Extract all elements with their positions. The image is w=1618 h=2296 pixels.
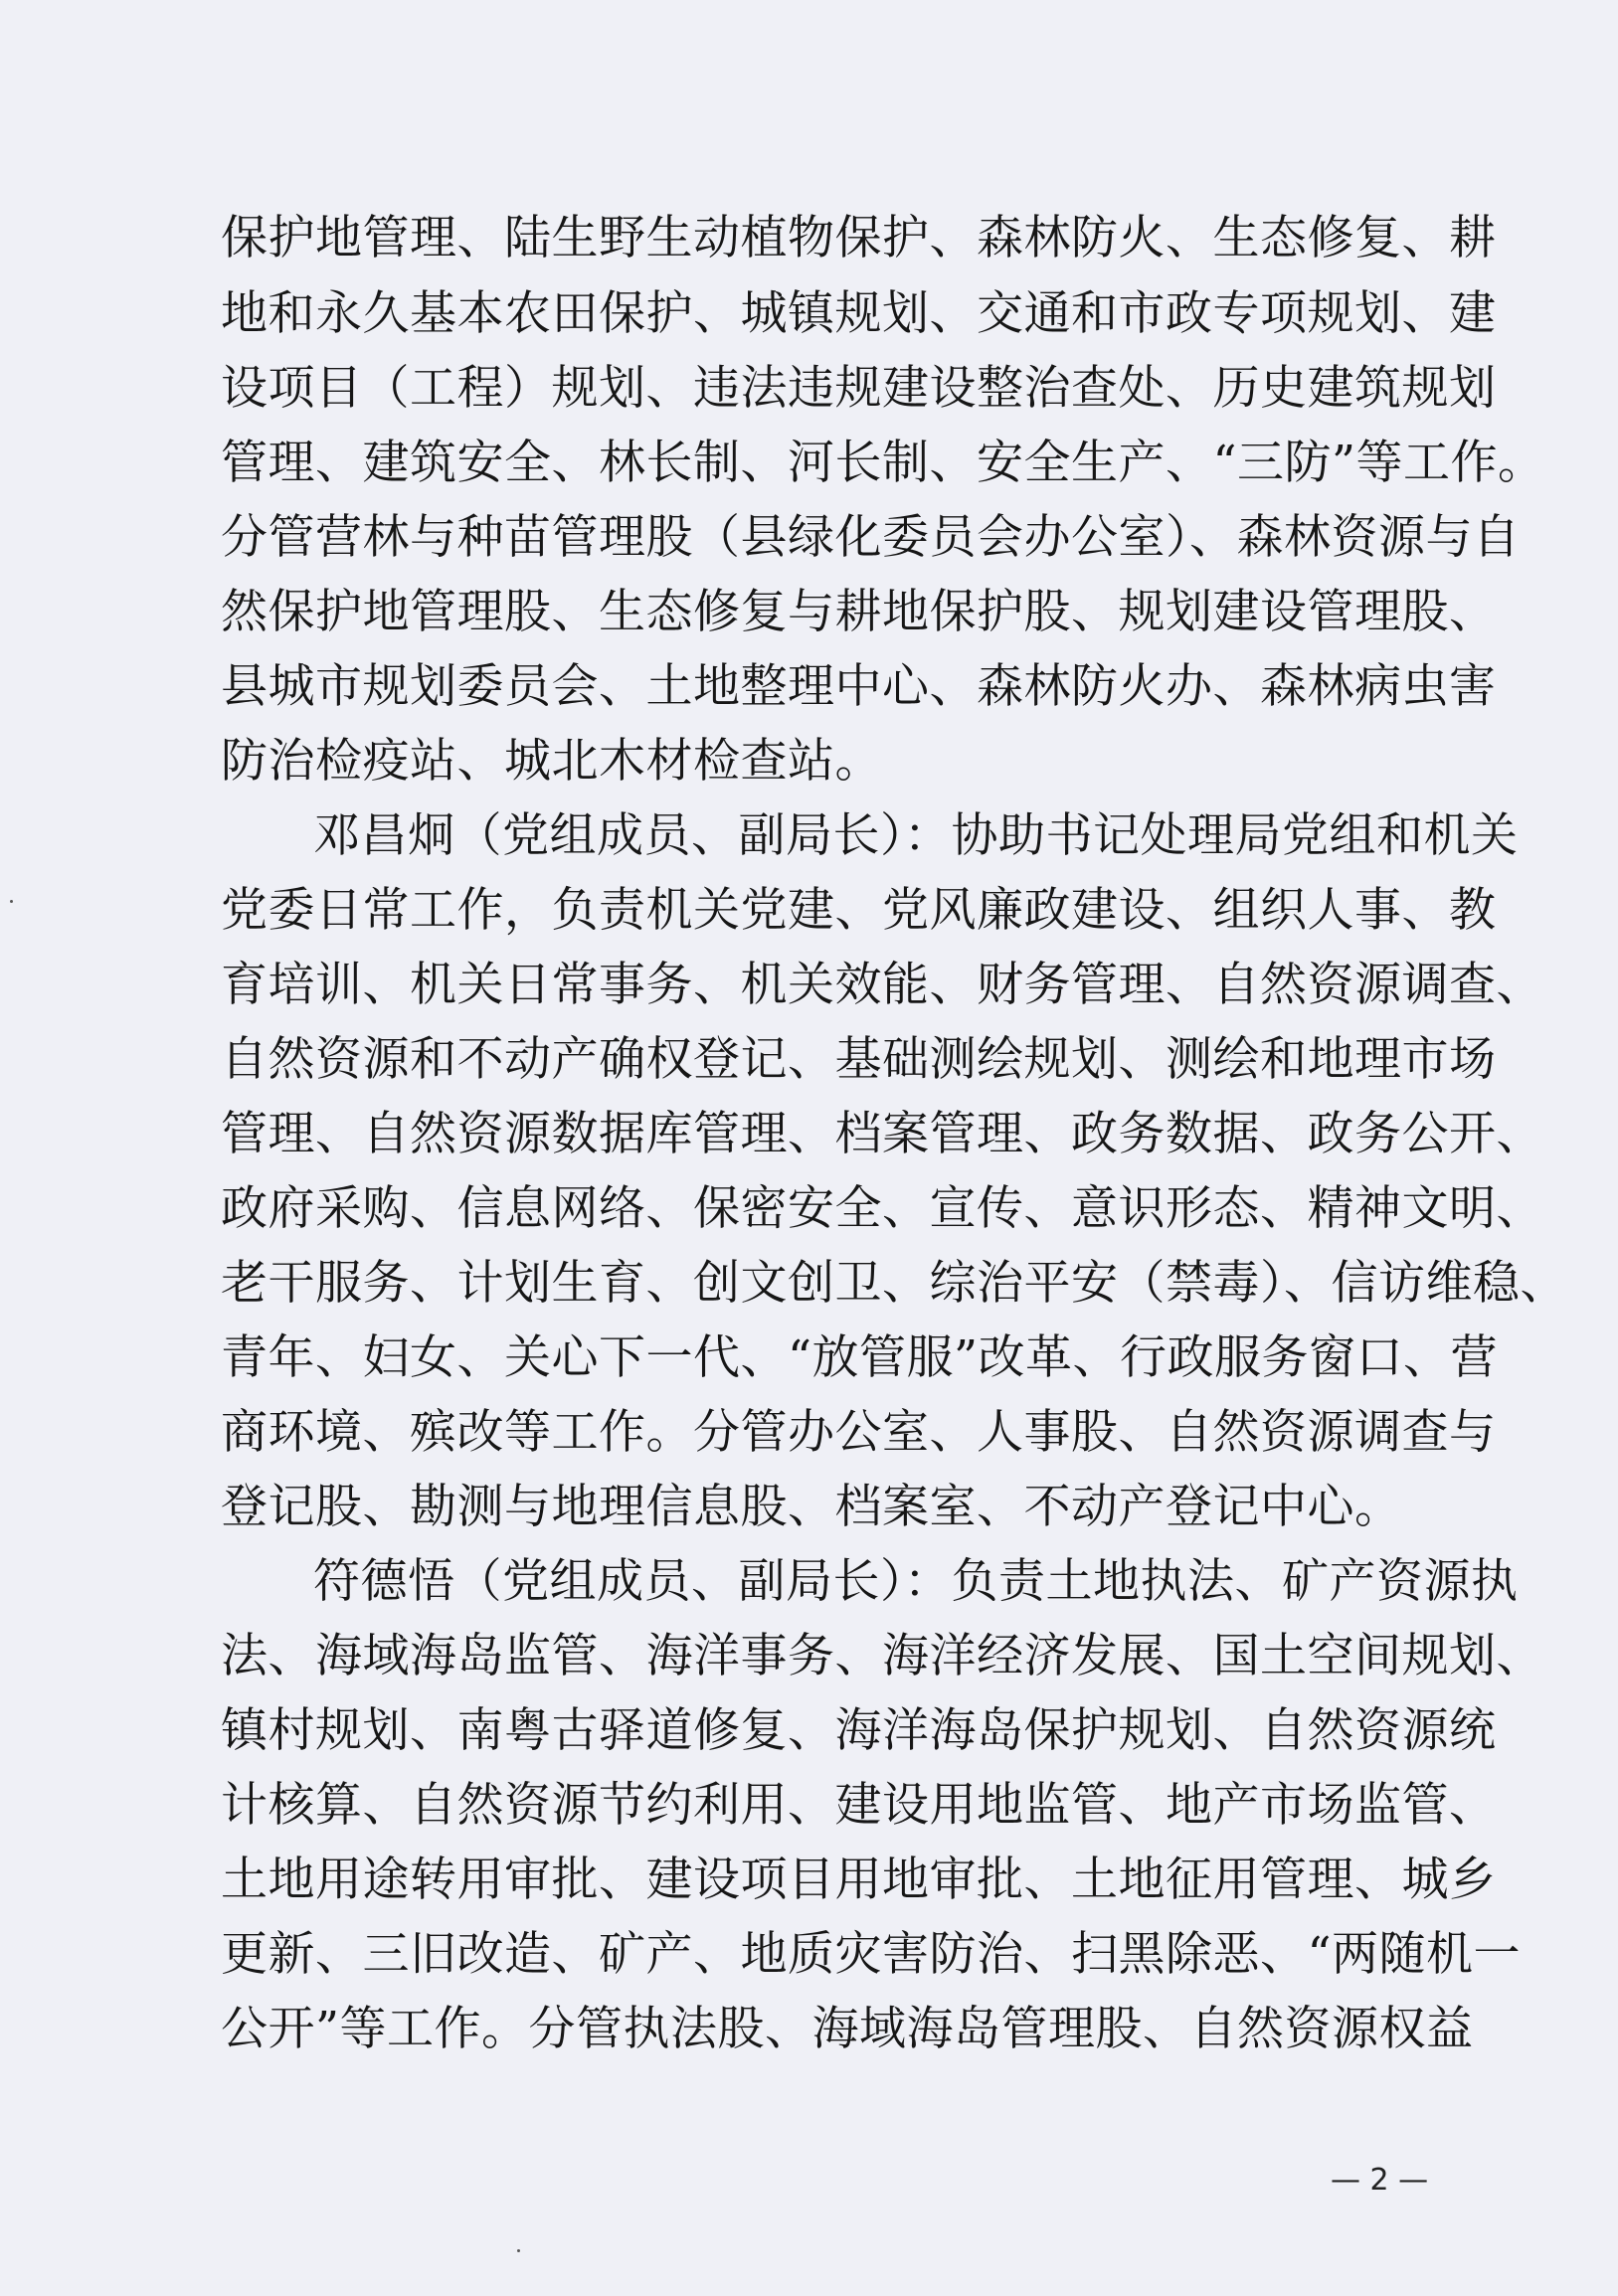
text-line: 保护地管理、陆生野生动植物保护、森林防火、生态修复、耕 [221, 211, 1497, 265]
text-line: 老干服务、计划生育、创文创卫、综治平安（禁毒）、信访维稳、 [221, 1256, 1567, 1311]
text-line: 政府采购、信息网络、保密安全、宣传、意识形态、精神文明、 [221, 1181, 1543, 1236]
text-line: 防治检疫站、城北木材检查站。 [221, 734, 882, 789]
text-line: 商环境、殡改等工作。分管办公室、人事股、自然资源调查与 [221, 1405, 1497, 1460]
paragraph-start-line: 邓昌炯（党组成员、副局长）：协助书记处理局党组和机关 [313, 808, 1519, 863]
paragraph-start-line: 符德悟（党组成员、副局长）：负责土地执法、矿产资源执 [313, 1554, 1519, 1609]
text-line: 计核算、自然资源节约利用、建设用地监管、地产市场监管、 [221, 1778, 1497, 1833]
text-line: 然保护地管理股、生态修复与耕地保护股、规划建设管理股、 [221, 585, 1497, 639]
text-line: 更新、三旧改造、矿产、地质灾害防治、扫黑除恶、“两随机一 [221, 1927, 1522, 1982]
scan-speck [517, 2249, 520, 2252]
page-number: — 2 — [1331, 2163, 1429, 2198]
text-line: 镇村规划、南粤古驿道修复、海洋海岛保护规划、自然资源统 [221, 1703, 1497, 1758]
text-line: 青年、妇女、关心下一代、“放管服”改革、行政服务窗口、营 [221, 1330, 1499, 1385]
text-line: 管理、建筑安全、林长制、河长制、安全生产、“三防”等工作。 [221, 436, 1545, 490]
text-line: 设项目（工程）规划、违法违规建设整治查处、历史建筑规划 [221, 361, 1497, 416]
text-line: 土地用途转用审批、建设项目用地审批、土地征用管理、城乡 [221, 1853, 1497, 1907]
text-line: 自然资源和不动产确权登记、基础测绘规划、测绘和地理市场 [221, 1032, 1497, 1087]
text-line: 公开”等工作。分管执法股、海域海岛管理股、自然资源权益 [221, 2002, 1474, 2056]
text-line: 地和永久基本农田保护、城镇规划、交通和市政专项规划、建 [221, 286, 1497, 341]
text-line: 分管营林与种苗管理股（县绿化委员会办公室）、森林资源与自 [221, 510, 1521, 565]
text-line: 登记股、勘测与地理信息股、档案室、不动产登记中心。 [221, 1480, 1402, 1534]
text-line: 党委日常工作，负责机关党建、党风廉政建设、组织人事、教 [221, 883, 1497, 938]
text-line: 县城市规划委员会、土地整理中心、森林防火办、森林病虫害 [221, 659, 1497, 714]
text-line: 育培训、机关日常事务、机关效能、财务管理、自然资源调查、 [221, 958, 1543, 1012]
text-line: 管理、自然资源数据库管理、档案管理、政务数据、政务公开、 [221, 1107, 1543, 1161]
text-line: 法、海域海岛监管、海洋事务、海洋经济发展、国土空间规划、 [221, 1629, 1543, 1683]
scan-speck [10, 900, 13, 903]
